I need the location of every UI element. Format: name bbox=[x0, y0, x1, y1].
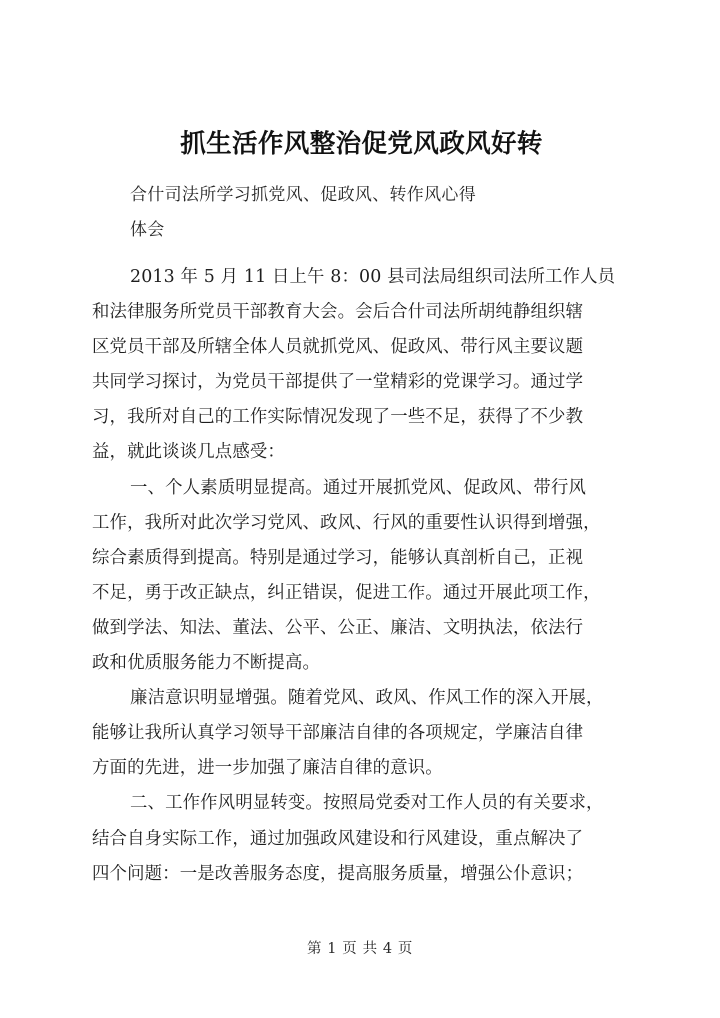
document-content bbox=[92, 0, 631, 892]
text-line: 四个问题：一是改善服务态度，提高服务质量，增强公仆意识； bbox=[92, 863, 584, 884]
subtitle-line: 合什司法所学习抓党风、促政风、转作风心得 bbox=[130, 185, 476, 205]
text-line: 能够让我所认真学习领导干部廉洁自律的各项规定，学廉洁自律 bbox=[92, 723, 584, 744]
document-subtitle bbox=[92, 178, 631, 248]
text-line: 做到学法、知法、董法、公平、公正、廉洁、文明执法，依法行 bbox=[92, 617, 584, 638]
text-line: 二、工作作风明显转变。按照局党委对工作人员的有关要求， bbox=[130, 793, 604, 814]
text-line: 廉洁意识明显增强。随着党风、政风、作风工作的深入开展， bbox=[130, 688, 604, 709]
text-line: 益，就此谈谈几点感受： bbox=[92, 442, 285, 463]
text-line: 政和优质服务能力不断提高。 bbox=[92, 653, 321, 674]
text-line: 工作，我所对此次学习党风、政风、行风的重要性认识得到增强， bbox=[92, 512, 601, 533]
body-paragraph bbox=[92, 471, 631, 682]
text-line: 不足，勇于改正缺点，纠正错误，促进工作。通过开展此项工作， bbox=[92, 582, 601, 603]
text-line: 方面的先进，进一步加强了廉洁自律的意识。 bbox=[92, 758, 443, 779]
text-line: 结合自身实际工作，通过加强政风建设和行风建设，重点解决了 bbox=[92, 828, 584, 849]
text-line: 2013 年 5 月 11 日上午 8：00 县司法局组织司法所工作人员 bbox=[130, 267, 616, 287]
text-line: 和法律服务所党员干部教育大会。会后合什司法所胡纯静组织辖 bbox=[92, 302, 584, 323]
text-line: 共同学习探讨，为党员干部提供了一堂精彩的党课学习。通过学 bbox=[92, 372, 584, 393]
document-body bbox=[92, 260, 631, 892]
subtitle-line: 体会 bbox=[130, 220, 165, 240]
text-line: 一、个人素质明显提高。通过开展抓党风、促政风、带行风 bbox=[130, 477, 587, 498]
text-line: 区党员干部及所辖全体人员就抓党风、促政风、带行风主要议题 bbox=[92, 337, 584, 358]
text-line: 习，我所对自己的工作实际情况发现了一些不足，获得了不少教 bbox=[92, 407, 584, 428]
document-title: 抓生活作风整治促党风政风好转 bbox=[180, 129, 543, 159]
page-footer: 第 1 页 共 4 页 bbox=[306, 941, 414, 957]
body-paragraph bbox=[92, 260, 631, 471]
body-paragraph bbox=[92, 786, 631, 891]
body-paragraph bbox=[92, 681, 631, 786]
text-line: 综合素质得到提高。特别是通过学习，能够认真剖析自己，正视 bbox=[92, 547, 584, 568]
